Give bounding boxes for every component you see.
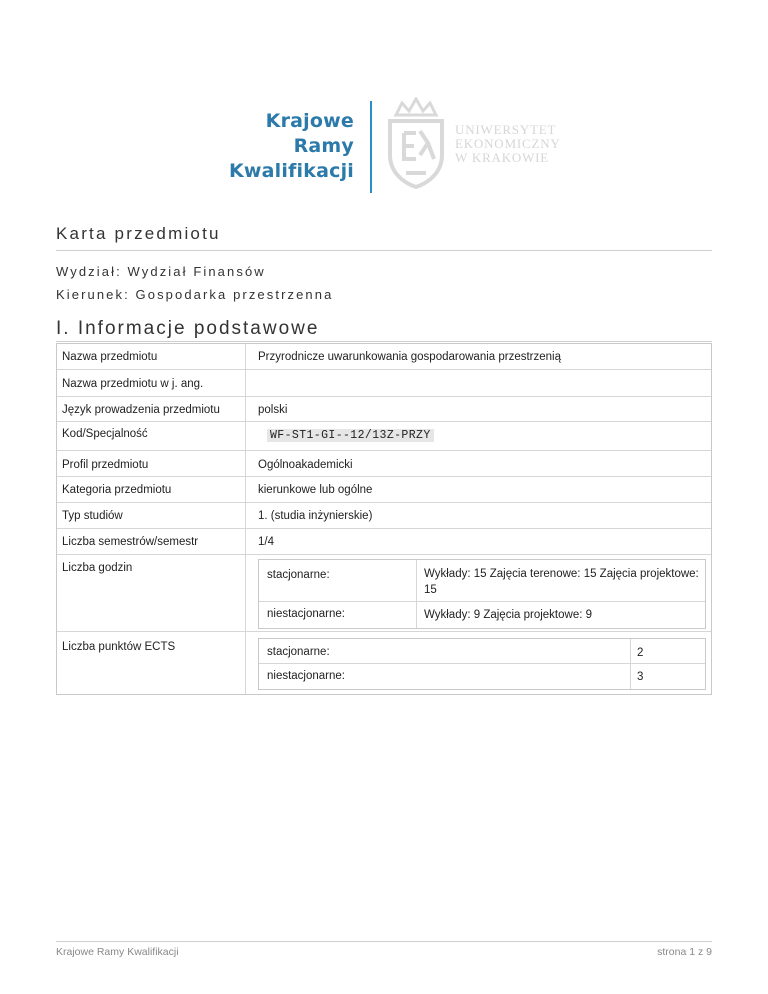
krk-logo: [229, 109, 354, 184]
row-label: Liczba semestrów/semestr: [62, 536, 199, 548]
page-number: strona 1 z 9: [657, 946, 712, 958]
uek-logo-line: EKONOMICZNY: [455, 136, 561, 151]
section-title: I. Informacje podstawowe: [56, 318, 712, 342]
logo-divider: [370, 101, 372, 193]
hours-value: Wykłady: 15 Zajęcia terenowe: 15 Zajęcia projektowe: 15: [424, 568, 699, 596]
row-value: Przyrodnicze uwarunkowania gospodarowania przestrzenią: [258, 351, 561, 363]
row-label: Typ studiów: [62, 510, 123, 522]
footer-divider: [56, 941, 712, 942]
subtable-row: [259, 664, 705, 689]
krk-logo-line: Krajowe: [265, 110, 354, 132]
row-label: Profil przedmiotu: [62, 459, 149, 471]
row-label: Liczba godzin: [62, 562, 133, 574]
faculty-text: Wydział: Wydział Finansów: [56, 264, 266, 279]
ects-subtable: [258, 638, 706, 690]
study-mode-label: stacjonarne:: [267, 569, 330, 581]
study-mode-label: niestacjonarne:: [267, 608, 345, 620]
table-row: [57, 529, 711, 555]
ects-value: 2: [637, 647, 644, 659]
subtable-row: [259, 602, 705, 628]
table-row: [57, 422, 711, 451]
row-label: Nazwa przedmiotu: [62, 351, 158, 363]
row-label: Język prowadzenia przedmiotu: [62, 404, 220, 416]
row-value: 1. (studia inżynierskie): [258, 510, 373, 522]
table-row: [57, 397, 711, 422]
row-label: Kod/Specjalność: [62, 428, 148, 440]
header-logos: [0, 95, 768, 205]
study-mode-label: niestacjonarne:: [267, 670, 345, 682]
uek-logo-text: [455, 123, 561, 165]
subtable-row: [259, 560, 705, 602]
table-row: [57, 344, 711, 370]
hours-subtable: [258, 559, 706, 629]
row-value: polski: [258, 404, 288, 416]
row-value: Ogólnoakademicki: [258, 459, 353, 471]
table-row: [57, 477, 711, 503]
row-label: Liczba punktów ECTS: [62, 641, 176, 653]
uek-logo-line: UNIWERSYTET: [455, 122, 557, 137]
course-code: WF-ST1-GI--12/13Z-PRZY: [267, 429, 434, 442]
table-row: [57, 503, 711, 529]
page-title: Karta przedmiotu: [56, 224, 712, 251]
table-row-ects: [57, 632, 711, 694]
row-value: 1/4: [258, 536, 274, 548]
row-label: Kategoria przedmiotu: [62, 484, 172, 496]
subtable-row: [259, 639, 705, 664]
krk-logo-line: Kwalifikacji: [228, 160, 354, 182]
table-row-hours: [57, 555, 711, 632]
uek-crown-shield-icon: [384, 97, 448, 189]
uek-logo-line: W KRAKOWIE: [455, 150, 550, 165]
major-text: Kierunek: Gospodarka przestrzenna: [56, 287, 334, 302]
row-label: Nazwa przedmiotu w j. ang.: [62, 378, 204, 390]
ects-value: 3: [637, 671, 644, 683]
hours-value: Wykłady: 9 Zajęcia projektowe: 9: [424, 609, 592, 621]
footer-source: Krajowe Ramy Kwalifikacji: [56, 946, 179, 958]
krk-logo-line: Ramy: [293, 135, 354, 157]
row-value: kierunkowe lub ogólne: [258, 484, 373, 496]
table-row: [57, 370, 711, 397]
study-mode-label: stacjonarne:: [267, 646, 330, 658]
table-row: [57, 451, 711, 477]
basic-info-table: [56, 343, 712, 695]
